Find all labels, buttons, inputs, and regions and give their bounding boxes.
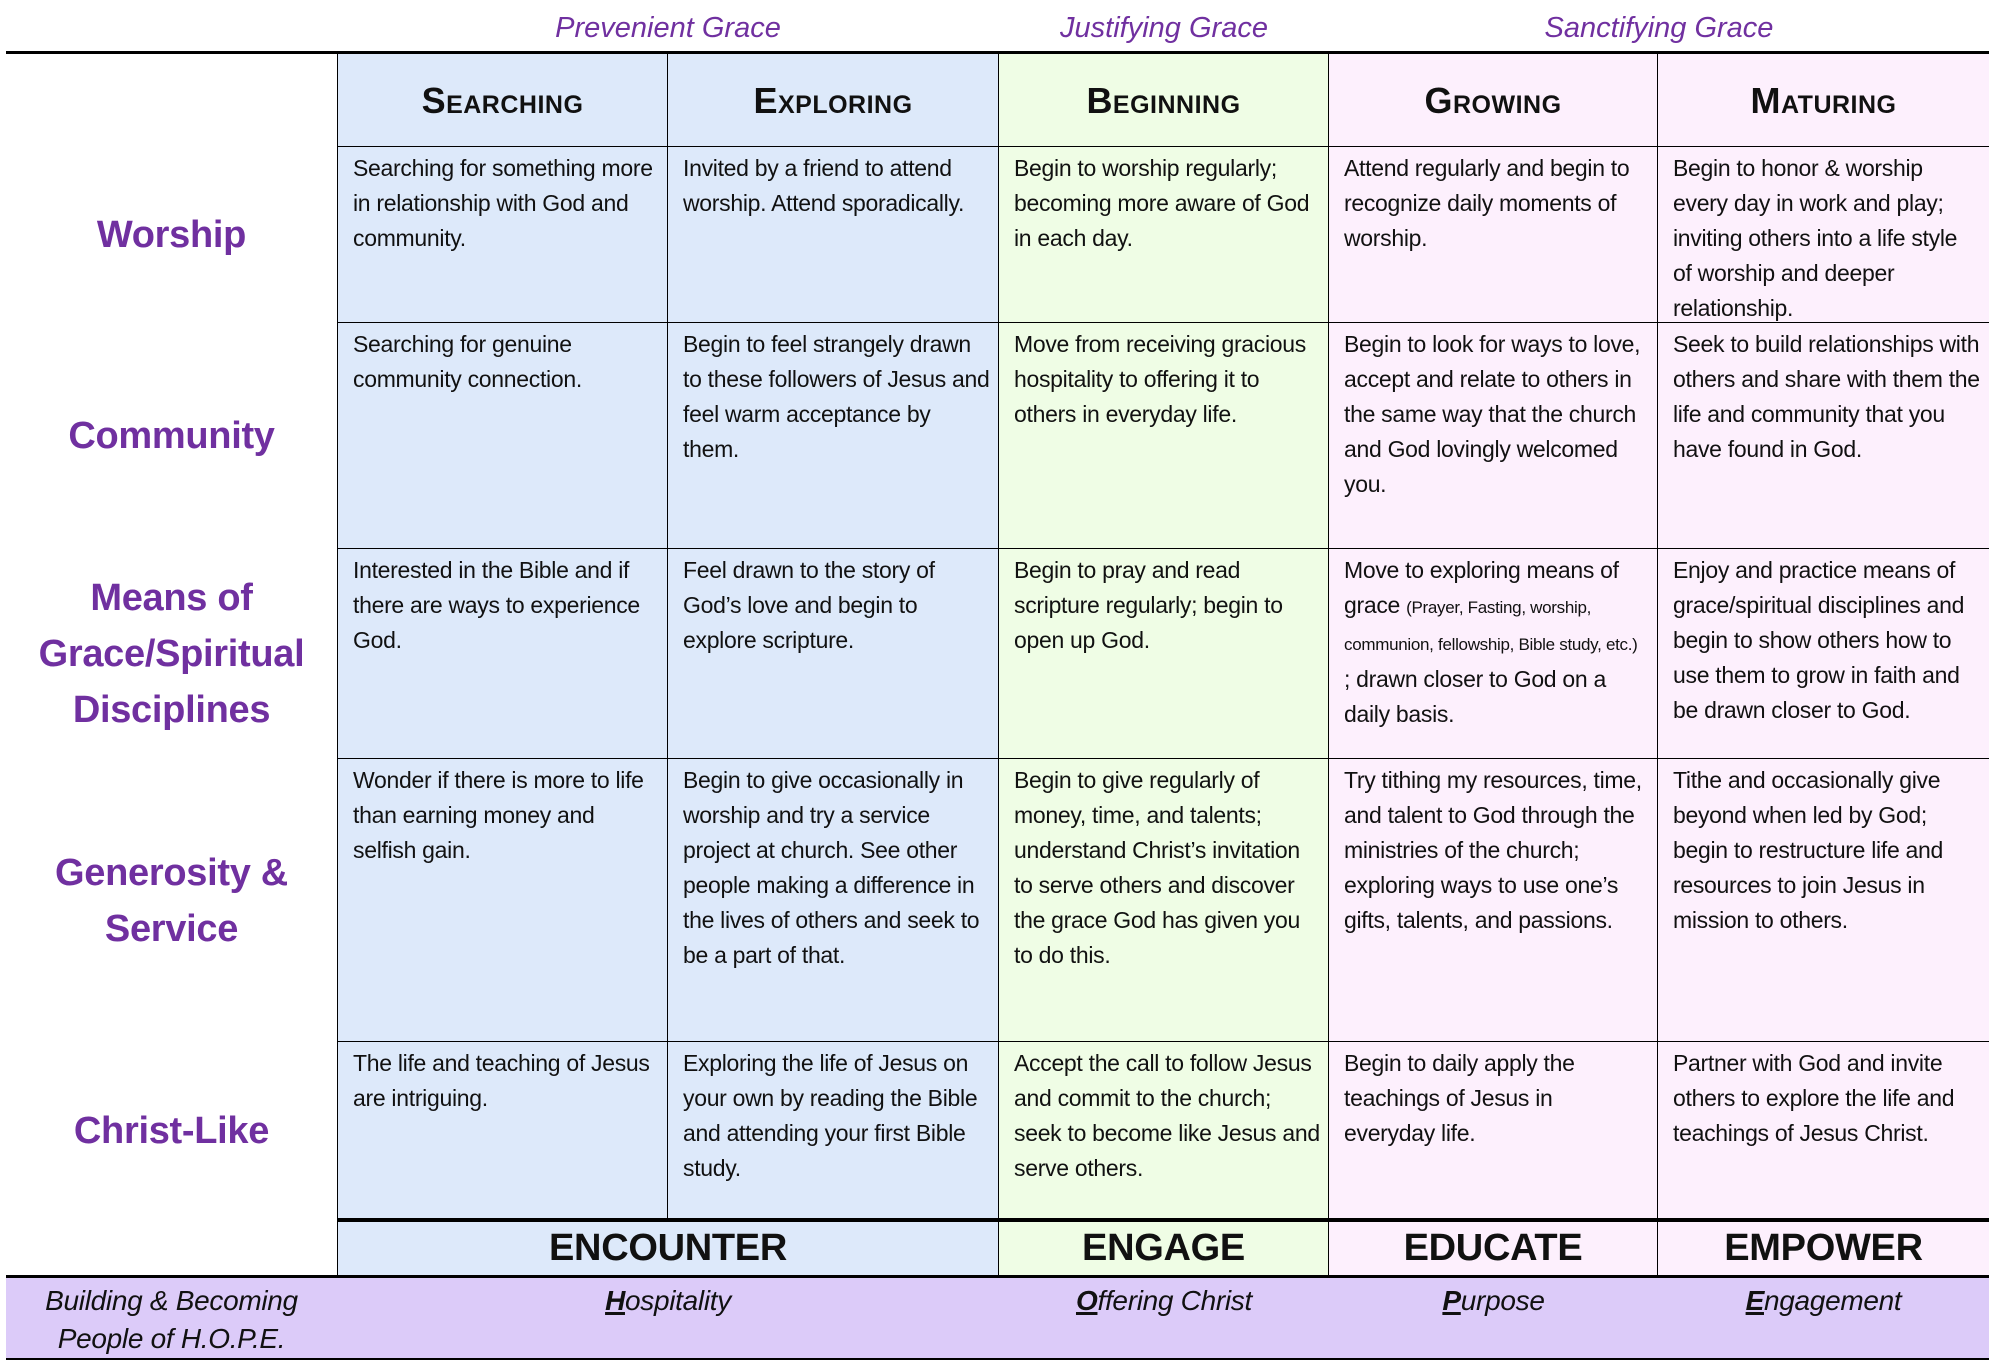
prevenient-grace-label: Prevenient Grace: [555, 12, 781, 44]
initial-letter: E: [1745, 1285, 1764, 1316]
row-header-community: Community: [6, 323, 337, 549]
hope-purpose: [1329, 1275, 1658, 1360]
initial-letter: H: [605, 1285, 625, 1316]
table-cell: Attend regularly and begin to recognize daily moments of worship.: [1329, 147, 1658, 323]
table-cell: The life and teaching of Jesus are intriguing.: [337, 1042, 668, 1219]
phase-encounter: ENCOUNTER: [337, 1219, 999, 1275]
table-cell: Begin to look for ways to love, accept and relate to others in the same way that the church and God lovingly welcomed you.: [1329, 323, 1658, 549]
table-cell: Feel drawn to the story of God’s love and begin to explore scripture.: [668, 549, 999, 759]
hope-engagement: [1658, 1275, 1989, 1360]
table-cell: Try tithing my resources, time, and talent to God through the ministries of the church; exploring ways to use one’s gifts, talents, and passions.: [1329, 759, 1658, 1042]
row-header-christ-like: Christ-Like: [6, 1042, 337, 1219]
table-cell: Seek to build relationships with others and share with them the life and community that you have found in God.: [1658, 323, 1989, 549]
phase-educate: EDUCATE: [1329, 1219, 1658, 1275]
word-rest: ospitality: [624, 1285, 731, 1316]
hope-title: Building & Becoming People of H.O.P.E.: [6, 1275, 337, 1360]
phase-engage: ENGAGE: [999, 1219, 1329, 1275]
table-cell: Partner with God and invite others to explore the life and teachings of Jesus Christ.: [1658, 1042, 1989, 1219]
column-header-exploring: Exploring: [668, 54, 999, 147]
hope-hospitality: [337, 1275, 999, 1360]
table-cell: Tithe and occasionally give beyond when led by God; begin to restructure life and resources to join Jesus in mission to others.: [1658, 759, 1989, 1042]
hope-offering-christ: [999, 1275, 1329, 1360]
row-header-generosity: Generosity & Service: [6, 759, 337, 1042]
table-cell: Enjoy and practice means of grace/spiritual disciplines and begin to show others how to use them to grow in faith and be drawn closer to God.: [1658, 549, 1989, 759]
corner-cell: [6, 54, 337, 147]
initial-letter: O: [1075, 1285, 1098, 1316]
table-cell: Begin to give occasionally in worship and try a service project at church. See other people making a difference in the lives of others and seek to be a part of that.: [668, 759, 999, 1042]
table-cell: Begin to give regularly of money, time, and talents; understand Christ’s invitation to serve others and discover the grace God has given you to do this.: [999, 759, 1329, 1042]
table-cell: Begin to feel strangely drawn to these followers of Jesus and feel warm acceptance by them.: [668, 323, 999, 549]
word-rest: ffering Christ: [1097, 1285, 1252, 1316]
table-cell: Exploring the life of Jesus on your own by reading the Bible and attending your first Bible study.: [668, 1042, 999, 1219]
table-cell: Searching for something more in relationship with God and community.: [337, 147, 668, 323]
phase-empower: EMPOWER: [1658, 1219, 1989, 1275]
table-cell: Move from receiving gracious hospitality to offering it to others in everyday life.: [999, 323, 1329, 549]
table-cell: Accept the call to follow Jesus and commit to the church; seek to become like Jesus and serve others.: [999, 1042, 1329, 1219]
row-header-worship: Worship: [6, 147, 337, 323]
discipleship-table: [6, 51, 1989, 1360]
cell-text: Move to exploring means of grace: [1344, 557, 1619, 618]
justifying-grace-label: Justifying Grace: [1060, 12, 1268, 44]
phase-row-spacer: [6, 1219, 337, 1275]
column-header-maturing: Maturing: [1658, 54, 1989, 147]
table-cell: Invited by a friend to attend worship. Attend sporadically.: [668, 147, 999, 323]
word-rest: ngagement: [1763, 1285, 1902, 1316]
sanctifying-grace-label: Sanctifying Grace: [1544, 12, 1774, 44]
table-cell: [1329, 549, 1658, 759]
row-header-means-of-grace: Means of Grace/Spiritual Disciplines: [6, 549, 337, 759]
cell-text-tail: ; drawn closer to God on a daily basis.: [1344, 666, 1606, 727]
word-rest: urpose: [1460, 1285, 1545, 1316]
table-cell: Begin to daily apply the teachings of Jesus in everyday life.: [1329, 1042, 1658, 1219]
table-cell: Begin to worship regularly; becoming more aware of God in each day.: [999, 147, 1329, 323]
column-header-beginning: Beginning: [999, 54, 1329, 147]
table-cell: Interested in the Bible and if there are ways to experience God.: [337, 549, 668, 759]
column-header-growing: Growing: [1329, 54, 1658, 147]
table-cell: Wonder if there is more to life than earning money and selfish gain.: [337, 759, 668, 1042]
initial-letter: P: [1442, 1285, 1461, 1316]
table-cell: Begin to honor & worship every day in work and play; inviting others into a life style of worship and deeper relationship.: [1658, 147, 1989, 323]
table-cell: Begin to pray and read scripture regularly; begin to open up God.: [999, 549, 1329, 759]
table-cell: Searching for genuine community connection.: [337, 323, 668, 549]
column-header-searching: Searching: [337, 54, 668, 147]
cell-note: (Prayer, Fasting, worship, communion, fellowship, Bible study, etc.): [1344, 598, 1638, 654]
